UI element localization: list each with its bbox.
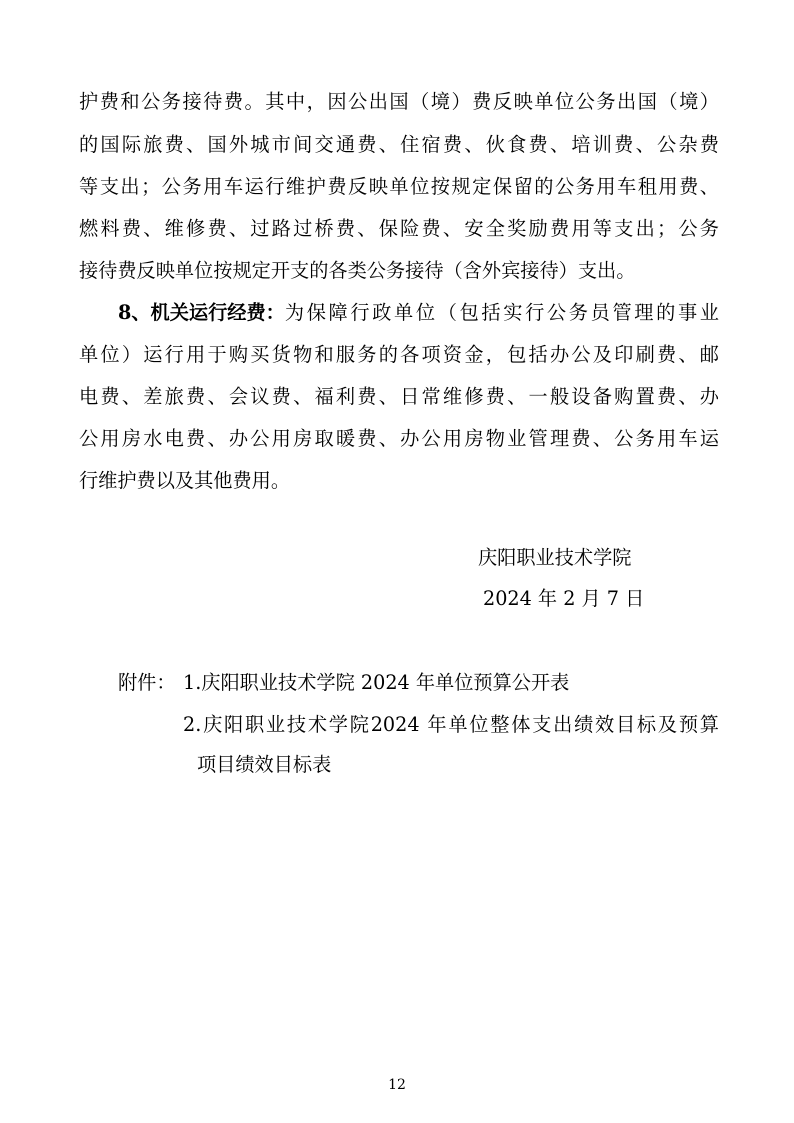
paragraph-7-line-3: 等支出；公务用车运行维护费反映单位按规定保留的公务用车租用费、 [79,175,719,198]
paragraph-7-line-5: 接待费反映单位按规定开支的各类公务接待（含外宾接待）支出。 [79,259,636,282]
paragraph-8-line-4: 公用房水电费、办公用房取暖费、办公用房物业管理费、公务用车运 [79,427,719,450]
attachment-item-2-line-2: 项目绩效目标表 [197,753,332,776]
page-number: 12 [388,1077,406,1093]
paragraph-7-line-4: 燃料费、维修费、过路过桥费、保险费、安全奖励费用等支出；公务 [79,217,719,240]
paragraph-8-line-3: 电费、差旅费、会议费、福利费、日常维修费、一般设备购置费、办 [79,385,719,408]
paragraph-7-line-2: 的国际旅费、国外城市间交通费、住宿费、伙食费、培训费、公杂费 [79,133,719,156]
paragraph-8-heading: 8、机关运行经费： [118,301,285,324]
paragraph-8-line-2: 单位）运行用于购买货物和服务的各项资金，包括办公及印刷费、邮 [79,343,719,366]
paragraph-8-line-5: 行维护费以及其他费用。 [79,469,291,492]
paragraph-7-line-1: 护费和公务接待费。其中，因公出国（境）费反映单位公务出国（境） [79,90,719,113]
attachment-item-2-line-1: 2.庆阳职业技术学院2024 年单位整体支出绩效目标及预算 [183,713,719,736]
signature-org: 庆阳职业技术学院 [478,546,632,569]
attachments-label: 附件： [118,671,176,694]
signature-date: 2024 年 2 月 7 日 [483,587,645,610]
paragraph-8-first-line-rest: 为保障行政单位（包括实行公务员管理的事业 [284,301,719,324]
attachment-item-1: 1.庆阳职业技术学院 2024 年单位预算公开表 [183,671,570,694]
paragraph-8-line-1 [118,303,719,322]
